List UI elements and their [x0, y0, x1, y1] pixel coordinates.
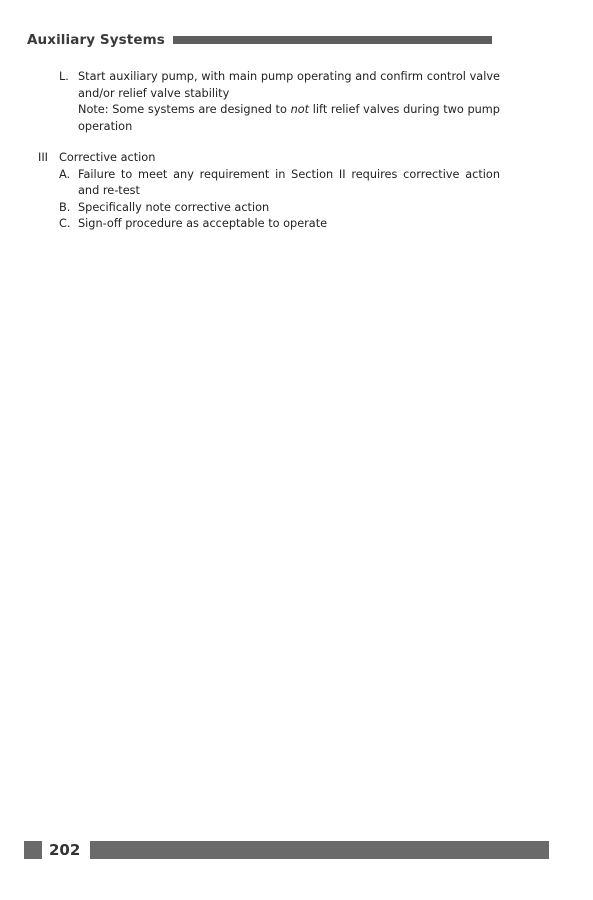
page-header — [27, 31, 492, 49]
section-title: Corrective action — [59, 151, 156, 164]
list-item-text: Specifically note corrective action — [78, 200, 270, 214]
header-rule-bar — [173, 36, 492, 44]
note-prefix: Note: Some systems are designed to — [78, 103, 291, 116]
list-marker: L. — [59, 70, 69, 83]
list-item-b — [38, 200, 500, 217]
list-item-body — [78, 69, 500, 135]
list-item-l — [38, 69, 500, 135]
page-footer — [24, 839, 549, 861]
list-item-a — [38, 167, 500, 200]
section-iii — [38, 150, 500, 233]
list-item-text: Start auxiliary pump, with main pump operating and confirm control valve and/or relief valve stability — [78, 70, 500, 100]
list-marker: C. — [59, 217, 71, 230]
list-marker: B. — [59, 200, 71, 214]
list-item-c — [38, 216, 500, 233]
footer-square-block — [24, 841, 42, 859]
running-header-title: Auxiliary Systems — [27, 32, 165, 48]
list-marker: A. — [59, 167, 71, 181]
note-text — [78, 102, 500, 135]
section-marker: III — [38, 151, 48, 164]
list-item-text: Failure to meet any requirement in Section II requires corrective action and re-test — [78, 167, 500, 197]
list-item-text: Sign-off procedure as acceptable to operate — [78, 217, 328, 230]
note-emphasis: not — [290, 103, 310, 116]
footer-rule-bar — [90, 841, 549, 859]
page-content — [38, 69, 500, 233]
section-heading — [38, 150, 500, 167]
page-number: 202 — [49, 841, 81, 859]
note-suffix: lift relief valves during two pump operation — [78, 103, 500, 133]
